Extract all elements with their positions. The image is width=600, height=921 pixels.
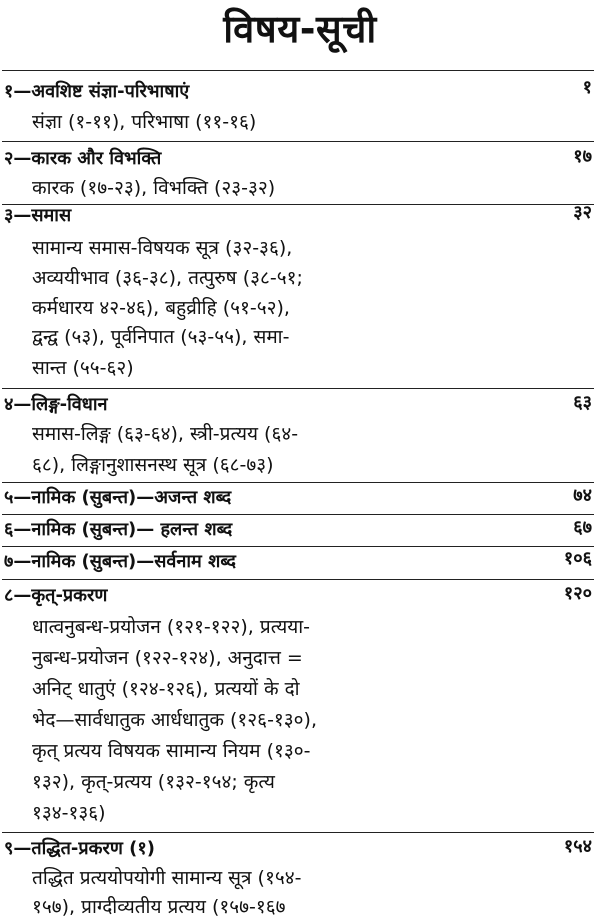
section-7-heading: ७—नामिक (सुबन्त)—सर्वनाम शब्द: [4, 551, 236, 572]
section-1-page: १: [582, 77, 592, 98]
section-4-heading: ४—लिङ्ग-विधान: [4, 394, 108, 415]
section-8-page: १२०: [563, 583, 592, 604]
section-2-heading: २—कारक और विभक्ति: [4, 148, 162, 169]
section-1-line-1: संज्ञा (१-११), परिभाषा (११-१६): [32, 111, 257, 133]
section-divider: [2, 832, 594, 833]
title-divider: [2, 70, 594, 71]
section-3-line-5: सान्त (५५-६२): [32, 357, 134, 379]
section-8-line-7: १३४-१३६): [32, 802, 106, 824]
section-4-page: ६३: [573, 392, 592, 413]
section-3-line-2: अव्ययीभाव (३६-३८), तत्पुरुष (३८-५१;: [32, 267, 303, 289]
section-3-line-1: सामान्य समास-विषयक सूत्र (३२-३६),: [32, 237, 293, 259]
section-1-heading: १—अवशिष्ट संज्ञा-परिभाषाएं: [4, 81, 190, 102]
section-4-line-1: समास-लिङ्ग (६३-६४), स्त्री-प्रत्यय (६४-: [32, 423, 299, 445]
section-divider: [2, 388, 594, 389]
section-9-page: १५४: [563, 836, 592, 857]
section-4-line-2: ६८), लिङ्गानुशासनस्थ सूत्र (६८-७३): [32, 454, 274, 476]
section-9-line-2: १५७), प्राग्दीव्यतीय प्रत्यय (१५७-१६७: [32, 896, 286, 918]
section-2-page: १७: [573, 146, 592, 167]
section-divider: [2, 579, 594, 580]
section-5-page: ७४: [573, 485, 592, 506]
section-3-line-4: द्वन्द्व (५३), पूर्वनिपात (५३-५५), समा-: [32, 326, 290, 348]
section-7-page: १०६: [563, 548, 592, 569]
section-8-line-2: नुबन्ध-प्रयोजन (१२२-१२४), अनुदात्त =: [32, 647, 303, 669]
section-8-line-6: १३२), कृत्-प्रत्यय (१३२-१५४; कृत्य: [32, 771, 275, 793]
section-6-heading: ६—नामिक (सुबन्त)— हलन्त शब्द: [4, 519, 233, 540]
section-5-heading: ५—नामिक (सुबन्त)—अजन्त शब्द: [4, 487, 232, 508]
section-9-line-1: तद्धित प्रत्ययोपयोगी सामान्य सूत्र (१५४-: [32, 867, 302, 889]
section-2-line-1: कारक (१७-२३), विभक्ति (२३-३२): [32, 177, 276, 199]
section-9-heading: ९—तद्धित-प्रकरण (१): [4, 838, 155, 859]
section-8-line-4: भेद—सार्वधातुक आर्धधातुक (१२६-१३०),: [32, 709, 318, 731]
section-divider: [2, 514, 594, 515]
section-3-page: ३२: [573, 202, 592, 223]
section-divider: [2, 482, 594, 483]
section-divider: [2, 546, 594, 547]
section-8-heading: ८—कृत्-प्रकरण: [4, 585, 108, 606]
section-divider: [2, 141, 594, 142]
section-8-line-5: कृत् प्रत्यय विषयक सामान्य नियम (१३०-: [32, 740, 311, 762]
section-8-line-1: धात्वनुबन्ध-प्रयोजन (१२१-१२२), प्रत्यया-: [32, 616, 311, 638]
section-divider: [2, 204, 594, 205]
section-8-line-3: अनिट् धातुएं (१२४-१२६), प्रत्ययों के दो: [32, 678, 300, 700]
section-6-page: ६७: [573, 517, 592, 538]
page-title: विषय-सूची: [223, 7, 377, 51]
section-3-heading: ३—समास: [4, 205, 72, 226]
section-3-line-3: कर्मधारय ४२-४६), बहुव्रीहि (५१-५२),: [32, 297, 290, 319]
